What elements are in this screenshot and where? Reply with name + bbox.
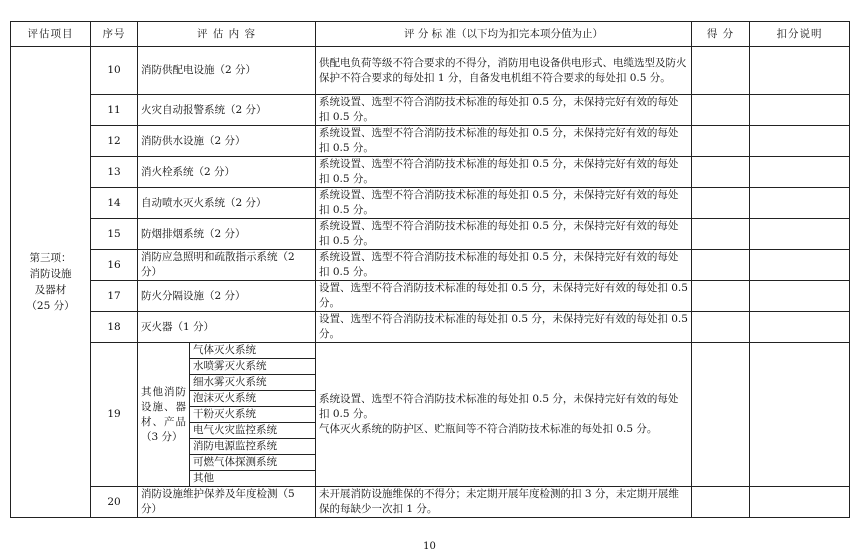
row-standard: 系统设置、选型不符合消防技术标准的每处扣 0.5 分，未保持完好有效的每处扣 0.5 分。 bbox=[316, 250, 692, 281]
sub-item: 泡沫灭火系统 bbox=[190, 391, 316, 407]
sub-item: 可燃气体探测系统 bbox=[190, 455, 316, 471]
row-standard: 供配电负荷等级不符合要求的不得分，消防用电设备供电形式、电缆选型及防火保护不符合要求的每处扣 1 分，自备发电机组不符合要求的每处扣 0.5 分。 bbox=[316, 47, 692, 95]
table-row bbox=[11, 219, 850, 250]
score-cell[interactable] bbox=[692, 250, 750, 281]
row-standard-line: 系统设置、选型不符合消防技术标准的每处扣 0.5 分，未保持完好有效的每处扣 0.5 分。 bbox=[319, 393, 679, 420]
score-cell[interactable] bbox=[692, 47, 750, 95]
sub-item: 消防电源监控系统 bbox=[190, 439, 316, 455]
header-content: 评 估 内 容 bbox=[138, 22, 316, 47]
sub-item: 电气火灾监控系统 bbox=[190, 423, 316, 439]
header-score: 得 分 bbox=[692, 22, 750, 47]
row-standard-line: 气体灭火系统的防护区、贮瓶间等不符合消防技术标准的每处扣 0.5 分。 bbox=[319, 423, 658, 435]
row-standard: 未开展消防设施维保的不得分；未定期开展年度检测的扣 3 分，未定期开展维保的每缺少一次扣 1 分。 bbox=[316, 487, 692, 518]
row-number: 16 bbox=[91, 250, 138, 281]
header-standard: 评 分 标 准（以下均为扣完本项分值为止） bbox=[316, 22, 692, 47]
sub-item: 气体灭火系统 bbox=[190, 343, 316, 359]
score-cell[interactable] bbox=[692, 157, 750, 188]
score-cell[interactable] bbox=[692, 126, 750, 157]
row-content: 防烟排烟系统（2 分） bbox=[138, 219, 316, 250]
deduction-cell[interactable] bbox=[750, 157, 850, 188]
row-content: 自动喷水灭火系统（2 分） bbox=[138, 188, 316, 219]
table-row bbox=[11, 250, 850, 281]
row-number: 11 bbox=[91, 95, 138, 126]
table-row bbox=[11, 157, 850, 188]
table-row bbox=[11, 126, 850, 157]
row-number: 15 bbox=[91, 219, 138, 250]
deduction-cell[interactable] bbox=[750, 188, 850, 219]
row-content: 灭火器（1 分） bbox=[138, 312, 316, 343]
deduction-cell[interactable] bbox=[750, 250, 850, 281]
deduction-cell[interactable] bbox=[750, 343, 850, 487]
deduction-cell[interactable] bbox=[750, 281, 850, 312]
table-row bbox=[11, 188, 850, 219]
score-cell[interactable] bbox=[692, 95, 750, 126]
row-number: 19 bbox=[91, 343, 138, 487]
table-row bbox=[11, 281, 850, 312]
row-content: 消防设施维护保养及年度检测（5 分） bbox=[138, 487, 316, 518]
sub-item: 其他 bbox=[190, 471, 316, 487]
row-content: 消火栓系统（2 分） bbox=[138, 157, 316, 188]
deduction-cell[interactable] bbox=[750, 126, 850, 157]
table-row bbox=[11, 312, 850, 343]
deduction-cell[interactable] bbox=[750, 487, 850, 518]
header-number: 序号 bbox=[91, 22, 138, 47]
table-row bbox=[11, 343, 850, 359]
evaluation-table bbox=[10, 21, 850, 518]
score-cell[interactable] bbox=[692, 312, 750, 343]
row-content: 消防供配电设施（2 分） bbox=[138, 47, 316, 95]
sub-item: 细水雾灭火系统 bbox=[190, 375, 316, 391]
score-cell[interactable] bbox=[692, 487, 750, 518]
row-standard: 系统设置、选型不符合消防技术标准的每处扣 0.5 分，未保持完好有效的每处扣 0.5 分。 bbox=[316, 95, 692, 126]
row-standard: 系统设置、选型不符合消防技术标准的每处扣 0.5 分，未保持完好有效的每处扣 0.5 分。 bbox=[316, 219, 692, 250]
header-category: 评估项目 bbox=[11, 22, 91, 47]
page-number: 10 bbox=[423, 541, 436, 552]
row-standard: 系统设置、选型不符合消防技术标准的每处扣 0.5 分，未保持完好有效的每处扣 0.5 分。 bbox=[316, 157, 692, 188]
deduction-cell[interactable] bbox=[750, 47, 850, 95]
table-row bbox=[11, 487, 850, 518]
header-deduction: 扣分说明 bbox=[750, 22, 850, 47]
row-content: 消防供水设施（2 分） bbox=[138, 126, 316, 157]
row-standard bbox=[316, 343, 692, 487]
score-cell[interactable] bbox=[692, 281, 750, 312]
table-row bbox=[11, 47, 850, 95]
row-number: 14 bbox=[91, 188, 138, 219]
row-standard: 设置、选型不符合消防技术标准的每处扣 0.5 分，未保持完好有效的每处扣 0.5 分。 bbox=[316, 312, 692, 343]
category-cell bbox=[11, 47, 91, 518]
sub-item: 干粉灭火系统 bbox=[190, 407, 316, 423]
row-standard: 系统设置、选型不符合消防技术标准的每处扣 0.5 分，未保持完好有效的每处扣 0.5 分。 bbox=[316, 188, 692, 219]
row-number: 10 bbox=[91, 47, 138, 95]
row-number: 12 bbox=[91, 126, 138, 157]
deduction-cell[interactable] bbox=[750, 95, 850, 126]
row-standard: 设置、选型不符合消防技术标准的每处扣 0.5 分，未保持完好有效的每处扣 0.5 分。 bbox=[316, 281, 692, 312]
score-cell[interactable] bbox=[692, 188, 750, 219]
sub-item: 水喷雾灭火系统 bbox=[190, 359, 316, 375]
other-facilities-label: 其他消防设施、器材、产品（3 分） bbox=[138, 343, 190, 487]
row-number: 13 bbox=[91, 157, 138, 188]
score-cell[interactable] bbox=[692, 343, 750, 487]
row-number: 18 bbox=[91, 312, 138, 343]
table-row bbox=[11, 95, 850, 126]
score-cell[interactable] bbox=[692, 219, 750, 250]
header-row bbox=[11, 22, 850, 47]
row-standard: 系统设置、选型不符合消防技术标准的每处扣 0.5 分，未保持完好有效的每处扣 0.5 分。 bbox=[316, 126, 692, 157]
row-content: 防火分隔设施（2 分） bbox=[138, 281, 316, 312]
deduction-cell[interactable] bbox=[750, 312, 850, 343]
row-number: 20 bbox=[91, 487, 138, 518]
row-content: 消防应急照明和疏散指示系统（2 分） bbox=[138, 250, 316, 281]
row-number: 17 bbox=[91, 281, 138, 312]
row-content: 火灾自动报警系统（2 分） bbox=[138, 95, 316, 126]
deduction-cell[interactable] bbox=[750, 219, 850, 250]
category-label: 第三项： 消防设施 及器材 （25 分） bbox=[26, 252, 75, 312]
